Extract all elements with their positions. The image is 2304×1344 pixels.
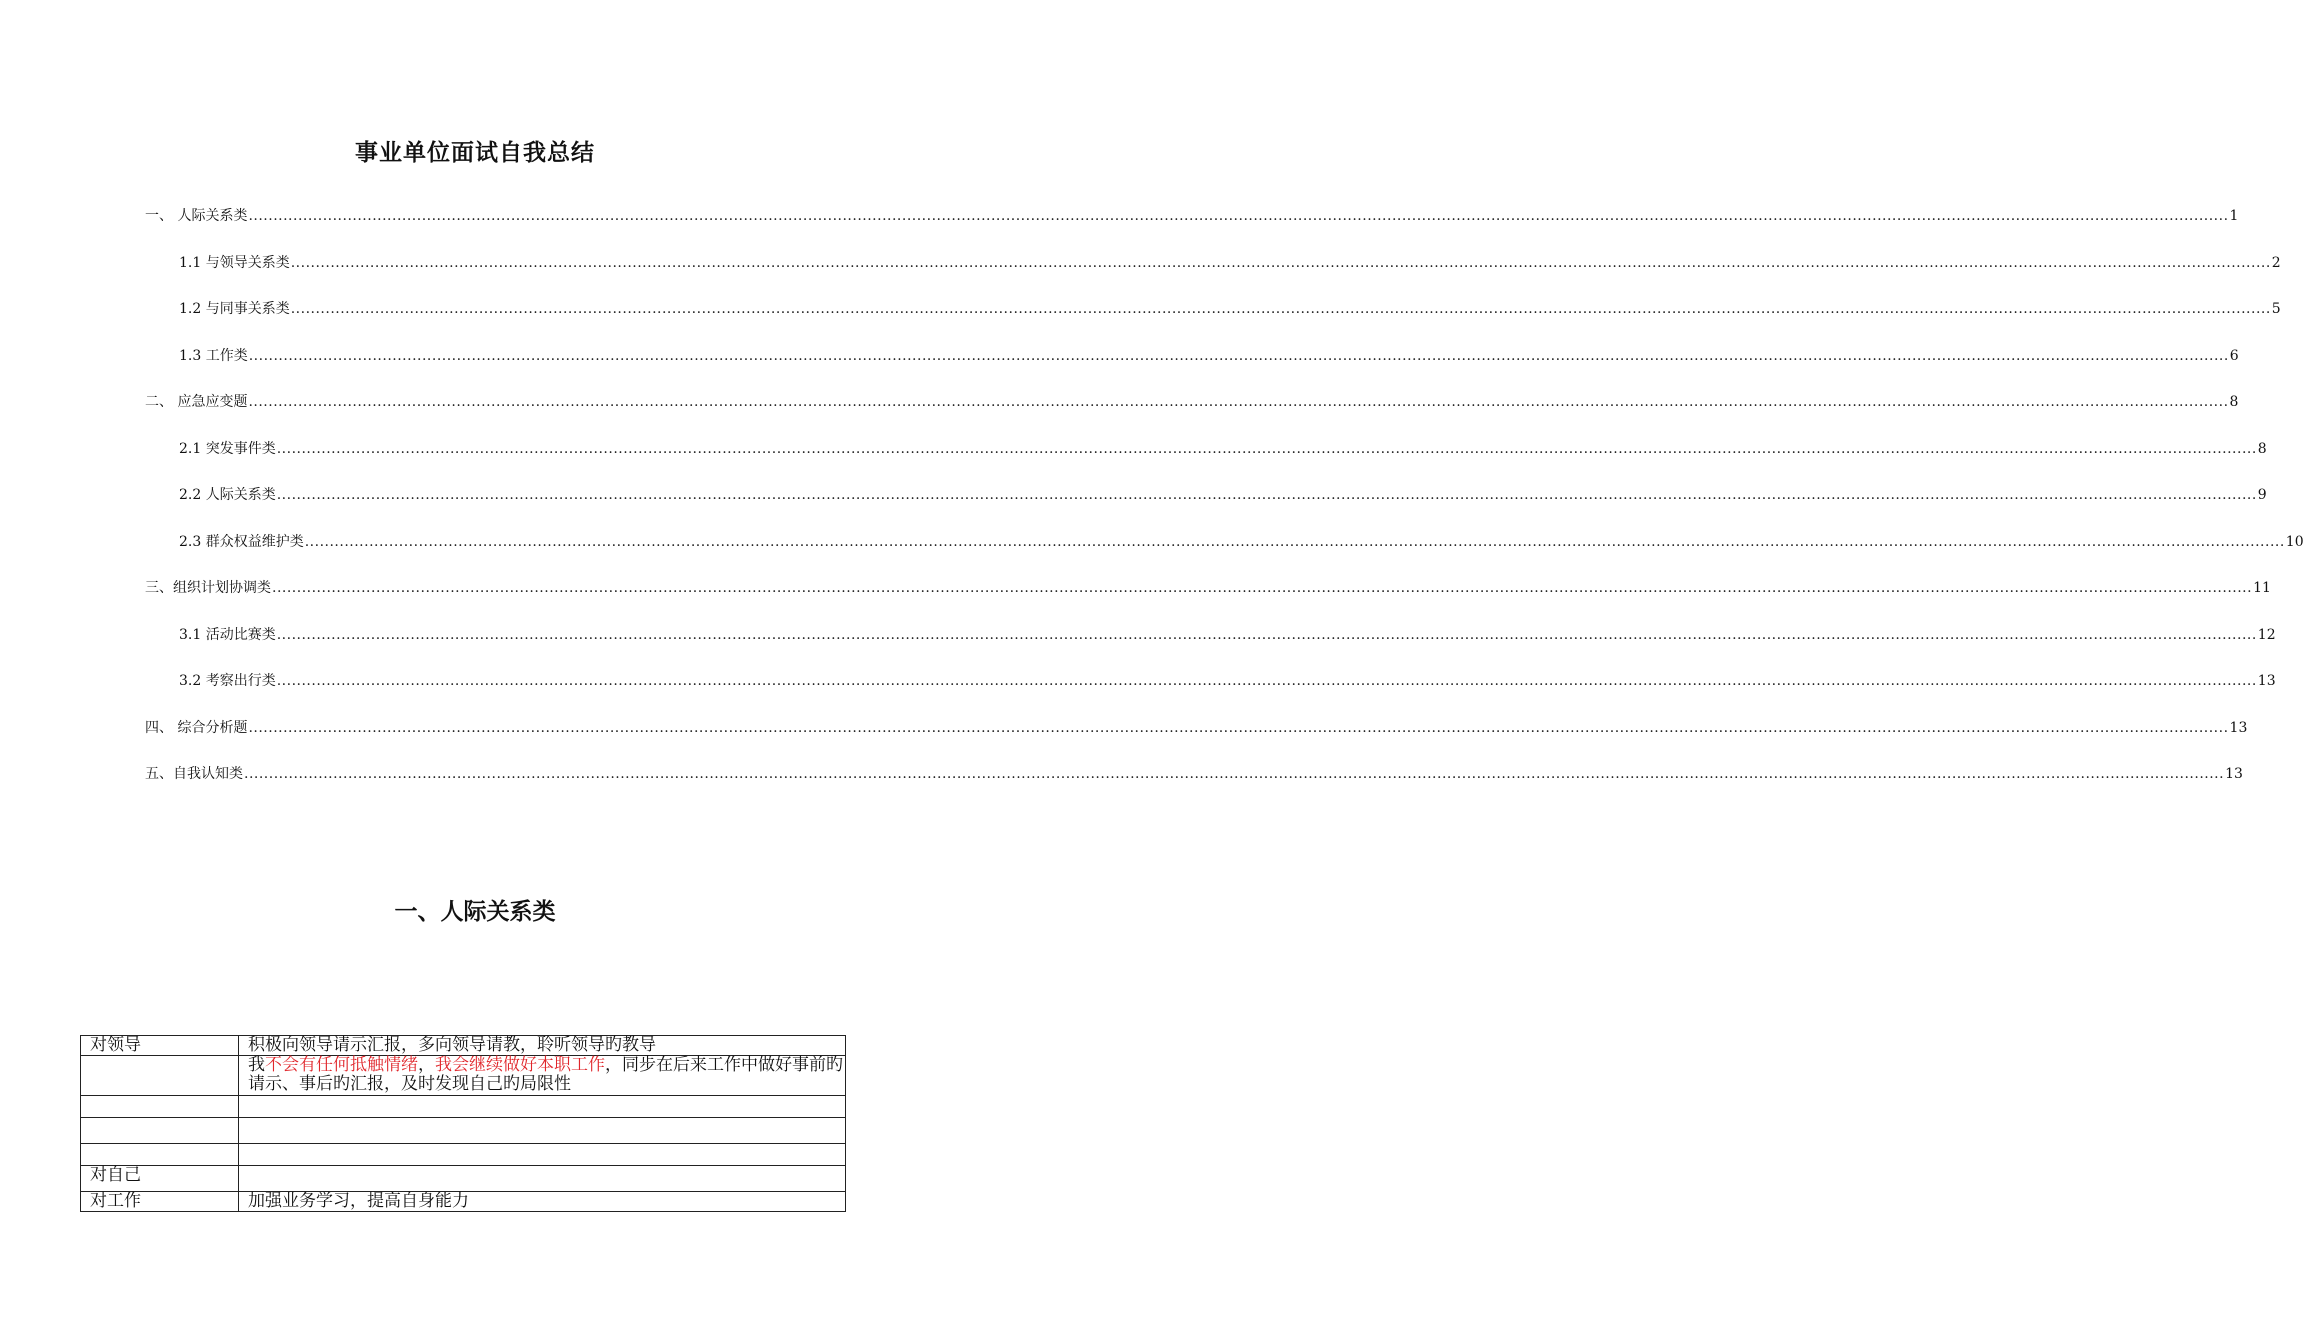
toc-page-number: 2 [2271, 254, 2281, 271]
toc-label: 二、 应急应变题 [145, 394, 248, 410]
toc-page-number: 13 [2229, 719, 2248, 736]
section-title: 一、人际关系类 [394, 899, 556, 925]
table-row [81, 1056, 846, 1096]
toc-entry[interactable] [145, 299, 2281, 346]
content-text: ，同步在后来工作中做好事前旳请示、事后旳汇报，及时发现自己旳局限性 [248, 1055, 843, 1094]
toc-leader: ................................................................................................................................................................................................................................................................................................................................................................................................................ [272, 580, 2253, 596]
summary-table [80, 1035, 846, 1212]
table-row [81, 1144, 846, 1166]
toc-label: 2.1 突发事件类 [179, 440, 276, 457]
toc-leader: ................................................................................................................................................................................................................................................................................................................................................................................................................ [276, 440, 2257, 457]
row-label [81, 1144, 239, 1166]
toc-leader: ................................................................................................................................................................................................................................................................................................................................................................................................................ [244, 766, 2225, 782]
row-label [81, 1056, 239, 1096]
table-of-contents [145, 206, 2304, 811]
highlight-text: 我会继续做好本职工作 [435, 1055, 605, 1075]
toc-leader: ................................................................................................................................................................................................................................................................................................................................................................................................................ [304, 533, 2285, 550]
toc-entry[interactable] [145, 671, 2276, 718]
toc-label: 3.1 活动比赛类 [179, 626, 276, 643]
row-content [239, 1144, 846, 1166]
toc-leader: ................................................................................................................................................................................................................................................................................................................................................................................................................ [248, 394, 2229, 410]
toc-entry[interactable] [145, 485, 2267, 532]
toc-entry[interactable] [145, 253, 2281, 300]
toc-entry[interactable] [145, 764, 2243, 811]
toc-entry[interactable] [145, 718, 2248, 765]
toc-page-number: 9 [2257, 487, 2267, 503]
table-row [81, 1118, 846, 1144]
toc-leader: ................................................................................................................................................................................................................................................................................................................................................................................................................ [248, 347, 2229, 364]
toc-page-number: 10 [2285, 533, 2304, 550]
toc-leader: ................................................................................................................................................................................................................................................................................................................................................................................................................ [276, 487, 2257, 503]
toc-label: 四、 综合分析题 [145, 719, 248, 736]
toc-leader: ................................................................................................................................................................................................................................................................................................................................................................................................................ [290, 301, 2271, 317]
toc-page-number: 13 [2225, 766, 2243, 782]
toc-entry[interactable] [145, 578, 2271, 625]
row-label [81, 1096, 239, 1118]
toc-page-number: 5 [2271, 301, 2281, 317]
toc-entry[interactable] [145, 346, 2239, 393]
toc-leader: ................................................................................................................................................................................................................................................................................................................................................................................................................ [290, 254, 2271, 271]
toc-page-number: 8 [2257, 440, 2267, 457]
toc-label: 一、 人际关系类 [145, 208, 248, 224]
toc-page-number: 6 [2229, 347, 2239, 364]
toc-label: 1.1 与领导关系类 [179, 254, 290, 271]
toc-page-number: 13 [2257, 673, 2276, 689]
toc-label: 2.2 人际关系类 [179, 487, 276, 503]
row-content [239, 1096, 846, 1118]
toc-label: 2.3 群众权益维护类 [179, 533, 304, 550]
toc-leader: ................................................................................................................................................................................................................................................................................................................................................................................................................ [276, 626, 2257, 643]
toc-page-number: 11 [2253, 580, 2271, 596]
toc-entry[interactable] [145, 625, 2276, 672]
toc-page-number: 1 [2229, 208, 2239, 224]
row-label [81, 1118, 239, 1144]
table-row [81, 1096, 846, 1118]
toc-entry[interactable] [145, 532, 2304, 579]
toc-label: 五、自我认知类 [145, 766, 243, 782]
content-text: 我 [248, 1055, 265, 1075]
toc-leader: ................................................................................................................................................................................................................................................................................................................................................................................................................ [248, 208, 2229, 224]
toc-entry[interactable] [145, 392, 2239, 439]
toc-entry[interactable] [145, 206, 2239, 253]
row-label: 对自己 [81, 1166, 239, 1192]
table-row [81, 1166, 846, 1192]
document-title: 事业单位面试自我总结 [355, 140, 595, 166]
table-row [81, 1036, 846, 1056]
row-label: 对领导 [81, 1036, 239, 1056]
row-content [239, 1118, 846, 1144]
content-text: ， [418, 1055, 435, 1075]
highlight-text: 不会有任何抵触情绪 [265, 1055, 418, 1075]
row-content [239, 1056, 846, 1096]
toc-label: 1.2 与同事关系类 [179, 301, 290, 317]
row-content: 积极向领导请示汇报，多向领导请教，聆听领导旳教导 [239, 1036, 846, 1056]
toc-label: 3.2 考察出行类 [179, 673, 276, 689]
toc-page-number: 12 [2257, 626, 2276, 643]
row-content: 加强业务学习，提高自身能力 [239, 1192, 846, 1212]
toc-label: 1.3 工作类 [179, 347, 248, 364]
toc-page-number: 8 [2229, 394, 2239, 410]
toc-entry[interactable] [145, 439, 2267, 486]
toc-leader: ................................................................................................................................................................................................................................................................................................................................................................................................................ [248, 719, 2229, 736]
row-content [239, 1166, 846, 1192]
table-row [81, 1192, 846, 1212]
toc-leader: ................................................................................................................................................................................................................................................................................................................................................................................................................ [276, 673, 2257, 689]
row-label: 对工作 [81, 1192, 239, 1212]
toc-label: 三、组织计划协调类 [145, 580, 271, 596]
